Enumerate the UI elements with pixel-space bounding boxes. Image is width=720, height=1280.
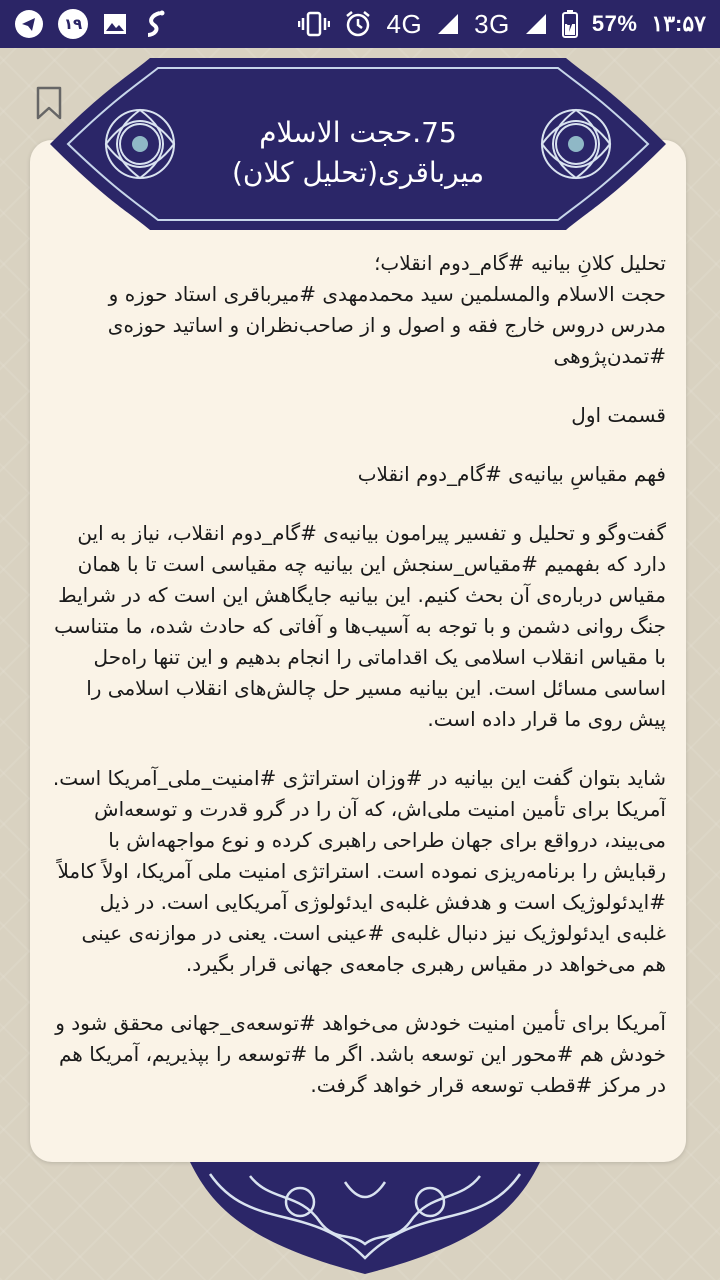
alarm-icon bbox=[344, 10, 372, 38]
header-banner bbox=[50, 58, 666, 230]
network-3g-label: 3G bbox=[474, 8, 510, 39]
article-paragraph: شاید بتوان گفت این بیانیه در #وزان استراتژی #امنیت_ملی_آمریکا است. آمریکا برای تأمین امنیت ملی‌اش، که آن را در گرو قدرت و توسعه‌اش می‌بیند، درواقع برای جهان طراحی راهبری کرده و نوع مواجهه‌اش با رقبایش را برنامه‌ریزی نموده است. استراتژی امنیت ملی آمریکا، اولاً کاملاً #ایدئولوژیک است و هدفش غلبه‌ی ایدئولوژی آمریکایی است. در ذیل غلبه‌ی ایدئولوژیک نیز دنبال غلبه‌ی #عینی است. یعنی در موازنه‌ی عینی هم می‌خواهد در مقیاس رهبری جامعه‌ی جهانی قرار بگیرد. bbox=[52, 766, 666, 976]
vibrate-icon bbox=[298, 11, 330, 37]
article-paragraph: قسمت اول bbox=[571, 403, 666, 427]
image-icon bbox=[102, 11, 128, 37]
signal-icon bbox=[436, 12, 460, 36]
article-paragraph: فهم مقیاسِ بیانیه‌ی #گام_دوم انقلاب bbox=[357, 462, 666, 486]
app-logo-icon bbox=[142, 9, 168, 39]
battery-charging-icon bbox=[562, 10, 578, 38]
network-4g-label: 4G bbox=[386, 8, 423, 39]
title-line-2: میرباقری(تحلیل کلان) bbox=[231, 156, 485, 189]
article-paragraph: آمریکا برای تأمین امنیت خودش می‌خواهد #توسعه‌ی_جهانی محقق شود و خودش هم #محور این توسعه باشد. اگر ما #توسعه را بپذیریم، آمریکا هم در مرکز #قطب توسعه قرار خواهد گرفت. bbox=[55, 1011, 666, 1097]
page-title bbox=[200, 108, 516, 198]
telegram-icon bbox=[14, 9, 44, 39]
title-line-1: 75.حجت الاسلام bbox=[259, 116, 457, 149]
status-bar bbox=[0, 0, 720, 48]
article-paragraph: تحلیل کلانِ بیانیه #گام_دوم انقلاب؛ حجت الاسلام والمسلمین سید محمدمهدی #میرباقری استاد حوزه و مدرس دروس خارج فقه و اصول و از صاحب‌نظران و اساتید حوزه‌ی #تمدن‌پژوهی bbox=[107, 251, 666, 368]
notification-badge: ۱۹ bbox=[58, 9, 88, 39]
signal-icon bbox=[524, 12, 548, 36]
status-bar-left bbox=[14, 9, 168, 39]
article-paragraph: گفت‌وگو و تحلیل و تفسیر پیرامون بیانیه‌ی #گام_دوم انقلاب، نیاز به این دارد که بفهمیم #مقیاس_سنجش این بیانیه چه مقیاسی است تا با همان مقیاس درباره‌ی آن بحث کنیم. این بیانیه جایگاهش این است که در شرایط جنگ روانی دشمن و با توجه به آسیب‌ها و آفاتی که حادث شده، ما متناسب با مقیاس انقلاب اسلامی یک اقداماتی را انجام بدهیم و این تنها راه‌حل اساسی مسائل است. این بیانیه مسیر حل چالش‌های انقلاب اسلامی را پیش روی ما قرار داده است. bbox=[54, 521, 666, 731]
status-bar-right bbox=[298, 9, 706, 40]
clock: ۱۳:۵۷ bbox=[651, 11, 706, 36]
article-body bbox=[52, 248, 666, 1148]
article-card bbox=[30, 140, 686, 1162]
battery-percent: 57% bbox=[591, 11, 638, 36]
footer-ornament bbox=[190, 1162, 540, 1274]
